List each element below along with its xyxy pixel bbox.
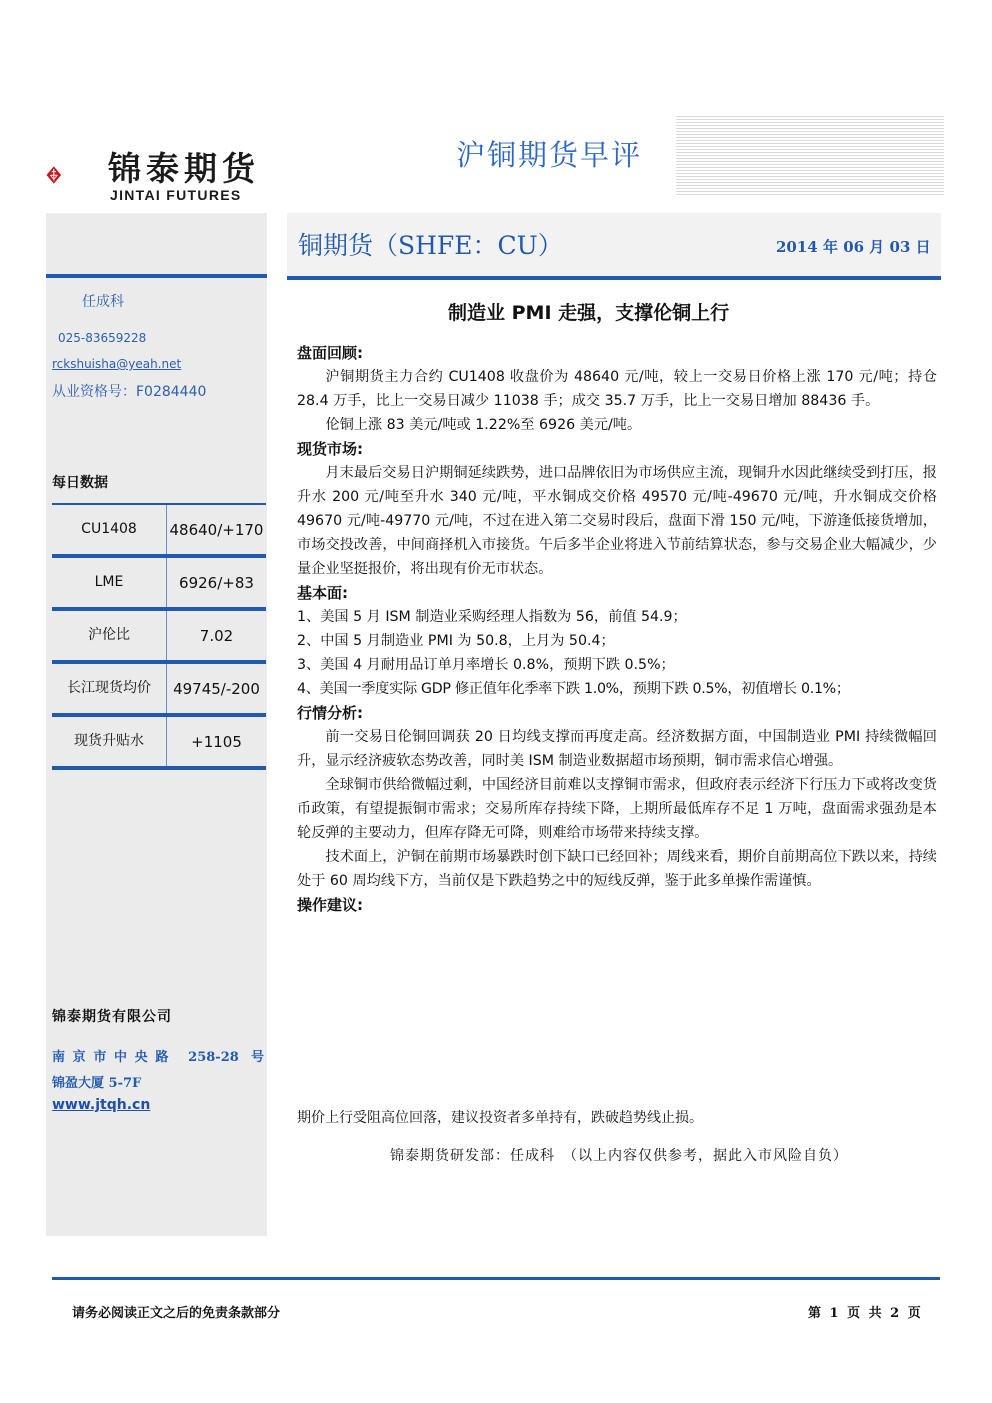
header-stripe-decoration: [676, 116, 944, 196]
section-heading-fundamentals: 基本面:: [297, 584, 348, 602]
list-item: 2、中国 5 月制造业 PMI 为 50.8，上月为 50.4；: [297, 633, 615, 649]
paragraph: 全球铜市供给微幅过剩，中国经济目前难以支撑铜市需求，但政府表示经济下行压力下或将改变货币政策，有望提振铜市需求；交易所库存持续下降，上期所最低库存不足 1 万吨，盘面需求强劲是本轮反弹的主要动力，但库存降无可降，则难给市场带来持续支撑。: [297, 777, 937, 841]
signature: 锦泰期货研发部：任成科 （以上内容仅供参考，据此入市风险自负）: [390, 1148, 848, 1164]
report-title: 沪铜期货早评: [456, 138, 643, 172]
list-item: 1、美国 5 月 ISM 制造业采购经理人指数为 56，前值 54.9；: [297, 609, 687, 625]
daily-data-table: [52, 503, 266, 770]
analyst-license: 从业资格号：F0284440: [52, 384, 207, 400]
logo-text-en: JINTAI FUTURES: [110, 187, 242, 203]
company-name: 锦泰期货有限公司: [52, 1009, 172, 1025]
table-value: 48640/+170: [167, 504, 267, 556]
footer-disclaimer: 请务必阅读正文之后的免责条款部分: [72, 1306, 281, 1321]
table-key: 现货升贴水: [52, 715, 167, 768]
section-heading-analysis: 行情分析:: [297, 704, 363, 722]
table-key: LME: [52, 556, 167, 609]
table-row: [52, 715, 266, 768]
paragraph: 沪铜期货主力合约 CU1408 收盘价为 48640 元/吨，较上一交易日价格上涨 170 元/吨；持仓 28.4 万手，比上一交易日减少 11038 手；成交 35.7 万手，比上一交易日增加 88436 手。: [297, 369, 937, 409]
paragraph: 前一交易日伦铜回调获 20 日均线支撑而再度走高。经济数据方面，中国制造业 PMI 持续微幅回升，显示经济疲软态势改善，同时美 ISM 制造业数据超市场预期，铜市需求信心增强。: [297, 729, 937, 769]
section-heading-spot-market: 现货市场:: [297, 440, 363, 458]
table-key: 沪伦比: [52, 609, 167, 662]
section-heading-advice: 操作建议:: [297, 896, 363, 914]
title-bar-rule: [287, 276, 941, 280]
table-value: 49745/-200: [167, 662, 267, 715]
table-key: 长江现货均价: [52, 662, 167, 715]
list-item: 4、美国一季度实际 GDP 修正值年化季率下跌 1.0%，预期下跌 0.5%，初值增长 0.1%；: [297, 681, 850, 697]
table-row: [52, 662, 266, 715]
analyst-name: 任成科: [82, 294, 124, 310]
analyst-phone: 025-83659228: [58, 331, 147, 345]
table-value: +1105: [167, 715, 267, 768]
company-address-line2: 锦盈大厦 5-7F: [52, 1076, 142, 1091]
headline: 制造业 PMI 走强，支撑伦铜上行: [448, 302, 730, 324]
analyst-email-link[interactable]: rckshuisha@yeah.net: [52, 357, 182, 371]
page-number: 第 1 页 共 2 页: [808, 1306, 923, 1321]
advice-text: 期价上行受阻高位回落，建议投资者多单持有，跌破趋势线止损。: [297, 1110, 703, 1126]
logo-text-cn: 锦泰期货: [108, 149, 260, 188]
paragraph: 月末最后交易日沪期铜延续跌势，进口品牌依旧为市场供应主流，现铜升水因此继续受到打压，报升水 200 元/吨至升水 340 元/吨，平水铜成交价格 49570 元/吨-49670 元/吨，升水铜成交价格 49670 元/吨-49770 元/吨，不过在进入第二交易时段后，盘面下滑 150 元/吨，下游逢低接货增加，市场交投改善，中间商择机入市接货。午后多半企业将进入节前结算状态，参与交易企业大幅减少，少量企业坚挺报价，将出现有价无市状态。: [297, 465, 937, 577]
company-logo: [46, 140, 106, 210]
product-title: 铜期货（SHFE：CU）: [298, 231, 563, 260]
table-row: [52, 609, 266, 662]
sidebar-rule: [46, 274, 267, 278]
report-date: 2014 年 06 月 03 日: [776, 238, 931, 256]
table-row: [52, 556, 266, 609]
section-heading-market-review: 盘面回顾:: [297, 344, 363, 362]
paragraph: 伦铜上涨 83 美元/吨或 1.22%至 6926 美元/吨。: [325, 417, 642, 433]
company-website-link[interactable]: www.jtqh.cn: [52, 1097, 151, 1113]
daily-data-label: 每日数据: [52, 475, 108, 491]
table-row: [52, 504, 266, 556]
list-item: 3、美国 4 月耐用品订单月率增长 0.8%，预期下跌 0.5%；: [297, 657, 675, 673]
table-value: 6926/+83: [167, 556, 267, 609]
main-content: [297, 341, 937, 917]
table-key: CU1408: [52, 504, 167, 556]
company-address-line1: 南京市中央路 258-28 号: [52, 1050, 264, 1065]
table-value: 7.02: [167, 609, 267, 662]
paragraph: 技术面上，沪铜在前期市场暴跌时创下缺口已经回补；周线来看，期价自前期高位下跌以来，持续处于 60 周均线下方，当前仅是下跌趋势之中的短线反弹，鉴于此多单操作需谨慎。: [297, 849, 937, 889]
footer-rule: [52, 1277, 940, 1280]
